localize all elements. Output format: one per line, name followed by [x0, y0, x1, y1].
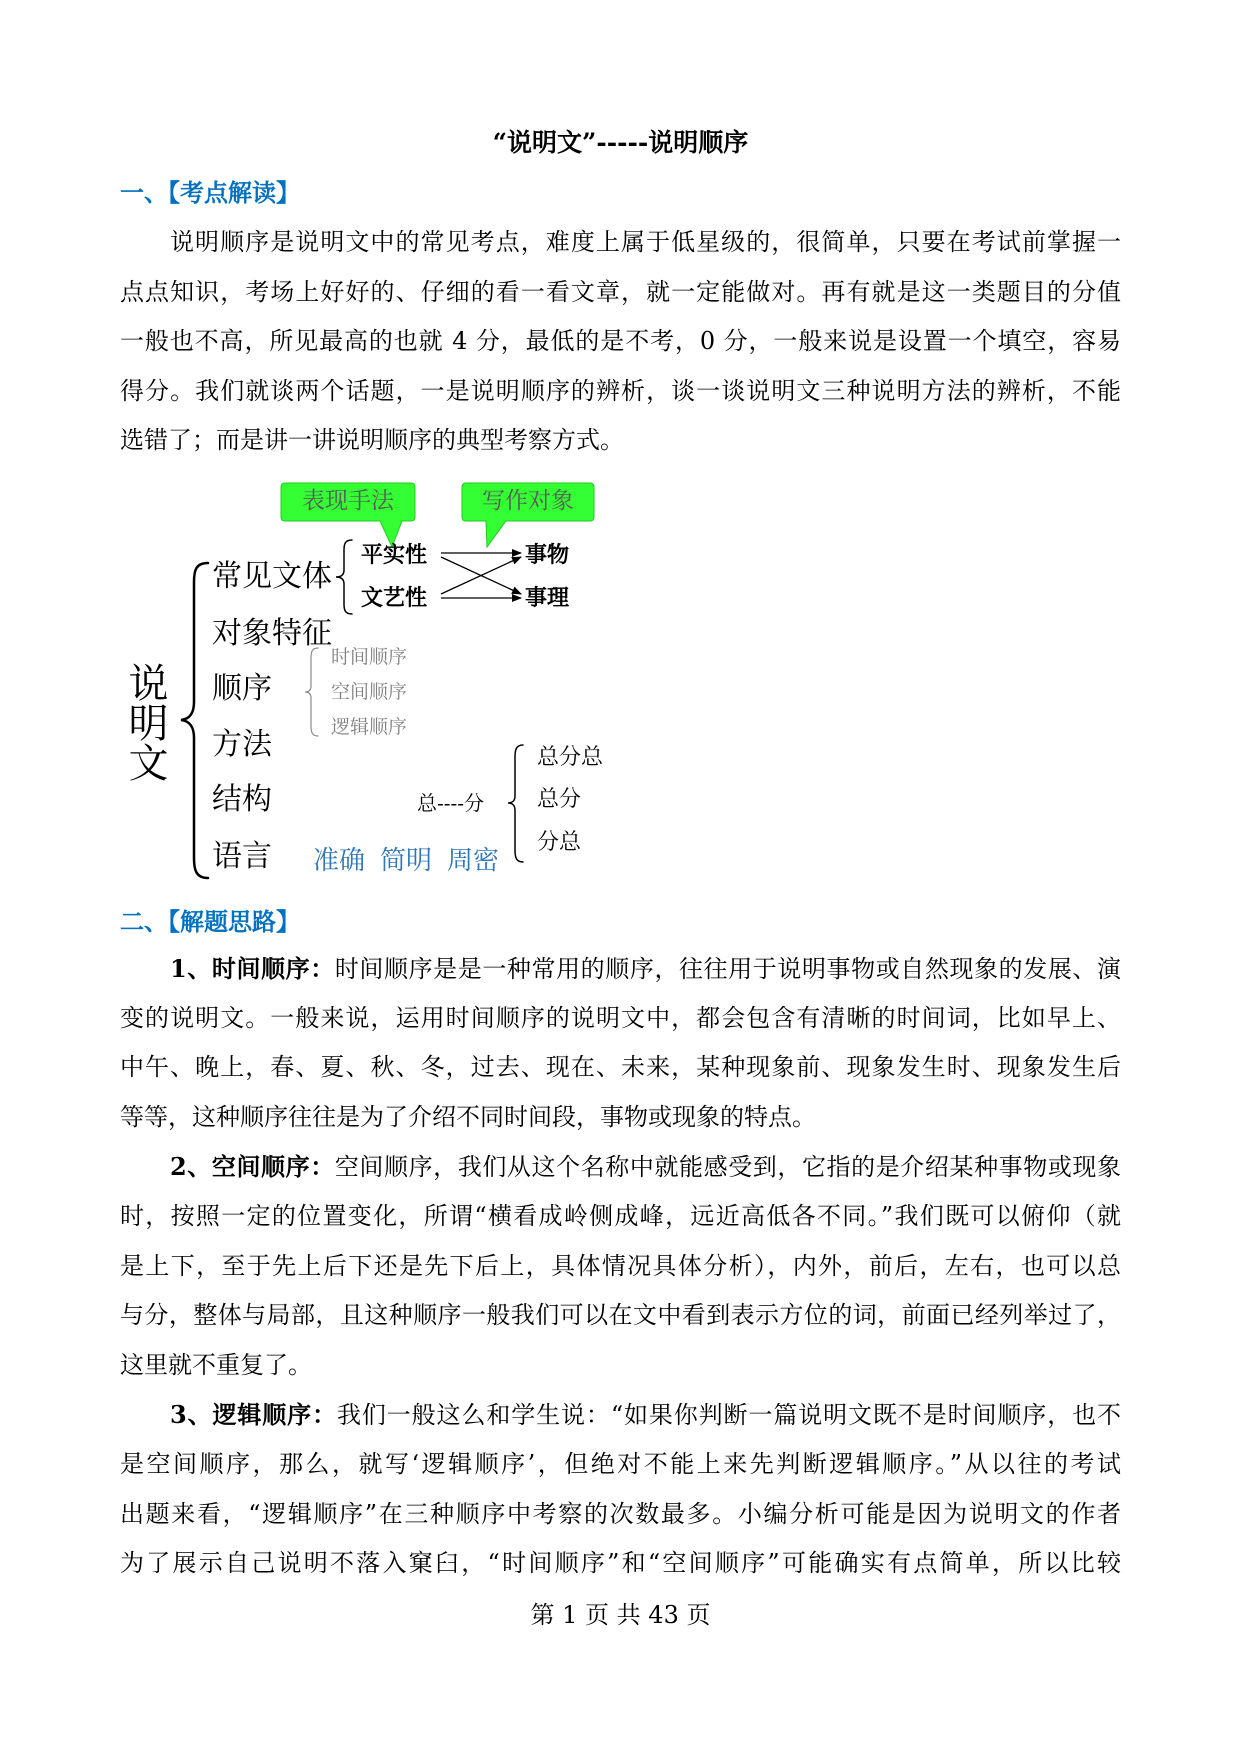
- branch-order: 顺序: [212, 671, 272, 706]
- paragraph-text: 空间顺序，我们从这个名称中就能感受到，它指的是介绍某种事物或现象: [334, 1153, 1121, 1182]
- paragraph-text: 时间顺序是是一种常用的顺序，往往用于说明事物或自然现象的发展、演: [334, 955, 1121, 983]
- paragraph-line: 与分，整体与局部，且这种顺序一般我们可以在文中看到表示方位的词，前面已经列举过了，: [120, 1301, 1121, 1330]
- paragraph-line: 变的说明文。一般来说，运用时间顺序的说明文中，都会包含有清晰的时间词，比如早上、: [120, 1003, 1121, 1032]
- page-title: “说明文”-----说明顺序: [492, 128, 749, 157]
- page-number-footer: 第 1 页 共 43 页: [530, 1601, 711, 1629]
- order-type-logic: 逻辑顺序: [331, 716, 408, 738]
- branch-structure: 结构: [212, 782, 272, 817]
- callout-technique: 表现手法: [302, 488, 394, 514]
- language-quality-accurate: 准确: [313, 846, 366, 876]
- paragraph-line: [120, 1390, 1121, 1440]
- paragraph-line: 为了展示自己说明不落入窠臼，“时间顺序”和“空间顺序”可能确实有点简单，所以比较: [120, 1549, 1121, 1578]
- paragraph-line: 选错了；而是讲一讲说明顺序的典型考察方式。: [120, 426, 624, 455]
- callout-target: 写作对象: [482, 488, 574, 514]
- branch-language: 语言: [212, 839, 272, 874]
- order-type-space: 空间顺序: [331, 681, 408, 703]
- paragraph-line: 是上下，至于先上后下还是先下后上，具体情况具体分析），内外，前后，左右，也可以总: [120, 1251, 1121, 1280]
- paragraph-line: 出题来看，“逻辑顺序”在三种顺序中考察的次数最多。小编分析可能是因为说明文的作者: [120, 1499, 1121, 1528]
- branch-feature: 对象特征: [212, 616, 332, 651]
- paragraph-text: 我们一般这么和学生说：“如果你判断一篇说明文既不是时间顺序，也不: [336, 1401, 1121, 1430]
- solving-approach-body: [120, 944, 1121, 1589]
- paragraph-line: 时，按照一定的位置变化，所谓“横看成岭侧成峰，远近高低各不同。”我们既可以俯仰（就: [120, 1201, 1121, 1230]
- structure-type-total-part-total: 总分总: [537, 745, 604, 770]
- paragraph-line: 这里就不重复了。: [120, 1350, 312, 1379]
- paragraph-line: [120, 1142, 1121, 1192]
- paragraph-line: 中午、晚上，春、夏、秋、冬，过去、现在、未来，某种现象前、现象发生时、现象发生后: [120, 1053, 1121, 1082]
- branch-genre: 常见文体: [212, 559, 332, 594]
- paragraph-line: 等等，这种顺序往往是为了介绍不同时间段，事物或现象的特点。: [120, 1102, 816, 1131]
- intro-paragraph: [120, 218, 1121, 466]
- section-heading-solving-approach: 二、【解题思路】: [120, 907, 300, 936]
- genre-object-reason: 事理: [525, 585, 570, 611]
- mindmap-root: 说明文: [122, 662, 168, 782]
- genre-style-literary: 文艺性: [361, 585, 428, 611]
- paragraph-line: 一般也不高，所见最高的也就 4 分，最低的是不考，0 分，一般来说是设置一个填空，容易: [120, 327, 1121, 356]
- root-brace: [181, 563, 208, 878]
- branch-method: 方法: [212, 727, 272, 762]
- structure-type-total-part: 总分: [537, 787, 582, 812]
- paragraph-line: 得分。我们就谈两个话题，一是说明顺序的辨析，谈一谈说明文三种说明方法的辨析，不能: [120, 376, 1121, 405]
- genre-object-thing: 事物: [525, 542, 570, 568]
- section-heading-exam-points: 一、【考点解读】: [120, 178, 300, 207]
- genre-style-plain: 平实性: [361, 542, 428, 568]
- paragraph-line: 点点知识，考场上好好的、仔细的看一看文章，就一定能做对。再有就是这一类题目的分值: [120, 277, 1121, 306]
- order-type-time: 时间顺序: [331, 646, 408, 668]
- paragraph-line: 是空间顺序，那么，就写‘逻辑顺序’，但绝对不能上来先判断逻辑顺序。”从以往的考试: [120, 1449, 1121, 1478]
- structure-pattern: 总----分: [417, 791, 485, 815]
- paragraph-label-logic-order: 3、逻辑顺序：: [170, 1400, 337, 1430]
- genre-brace: [336, 540, 352, 614]
- structure-brace: [508, 745, 523, 862]
- order-brace: [305, 648, 318, 736]
- language-quality-concise: 简明: [380, 846, 433, 876]
- paragraph-label-space-order: 2、空间顺序：: [170, 1152, 335, 1182]
- paragraph-line: 说明顺序是说明文中的常见考点，难度上属于低星级的，很简单，只要在考试前掌握一: [170, 228, 1121, 256]
- structure-type-part-total: 分总: [537, 830, 582, 855]
- language-quality-rigorous: 周密: [447, 846, 500, 876]
- paragraph-label-time-order: 1、时间顺序：: [170, 954, 335, 983]
- paragraph-line: [120, 944, 1121, 994]
